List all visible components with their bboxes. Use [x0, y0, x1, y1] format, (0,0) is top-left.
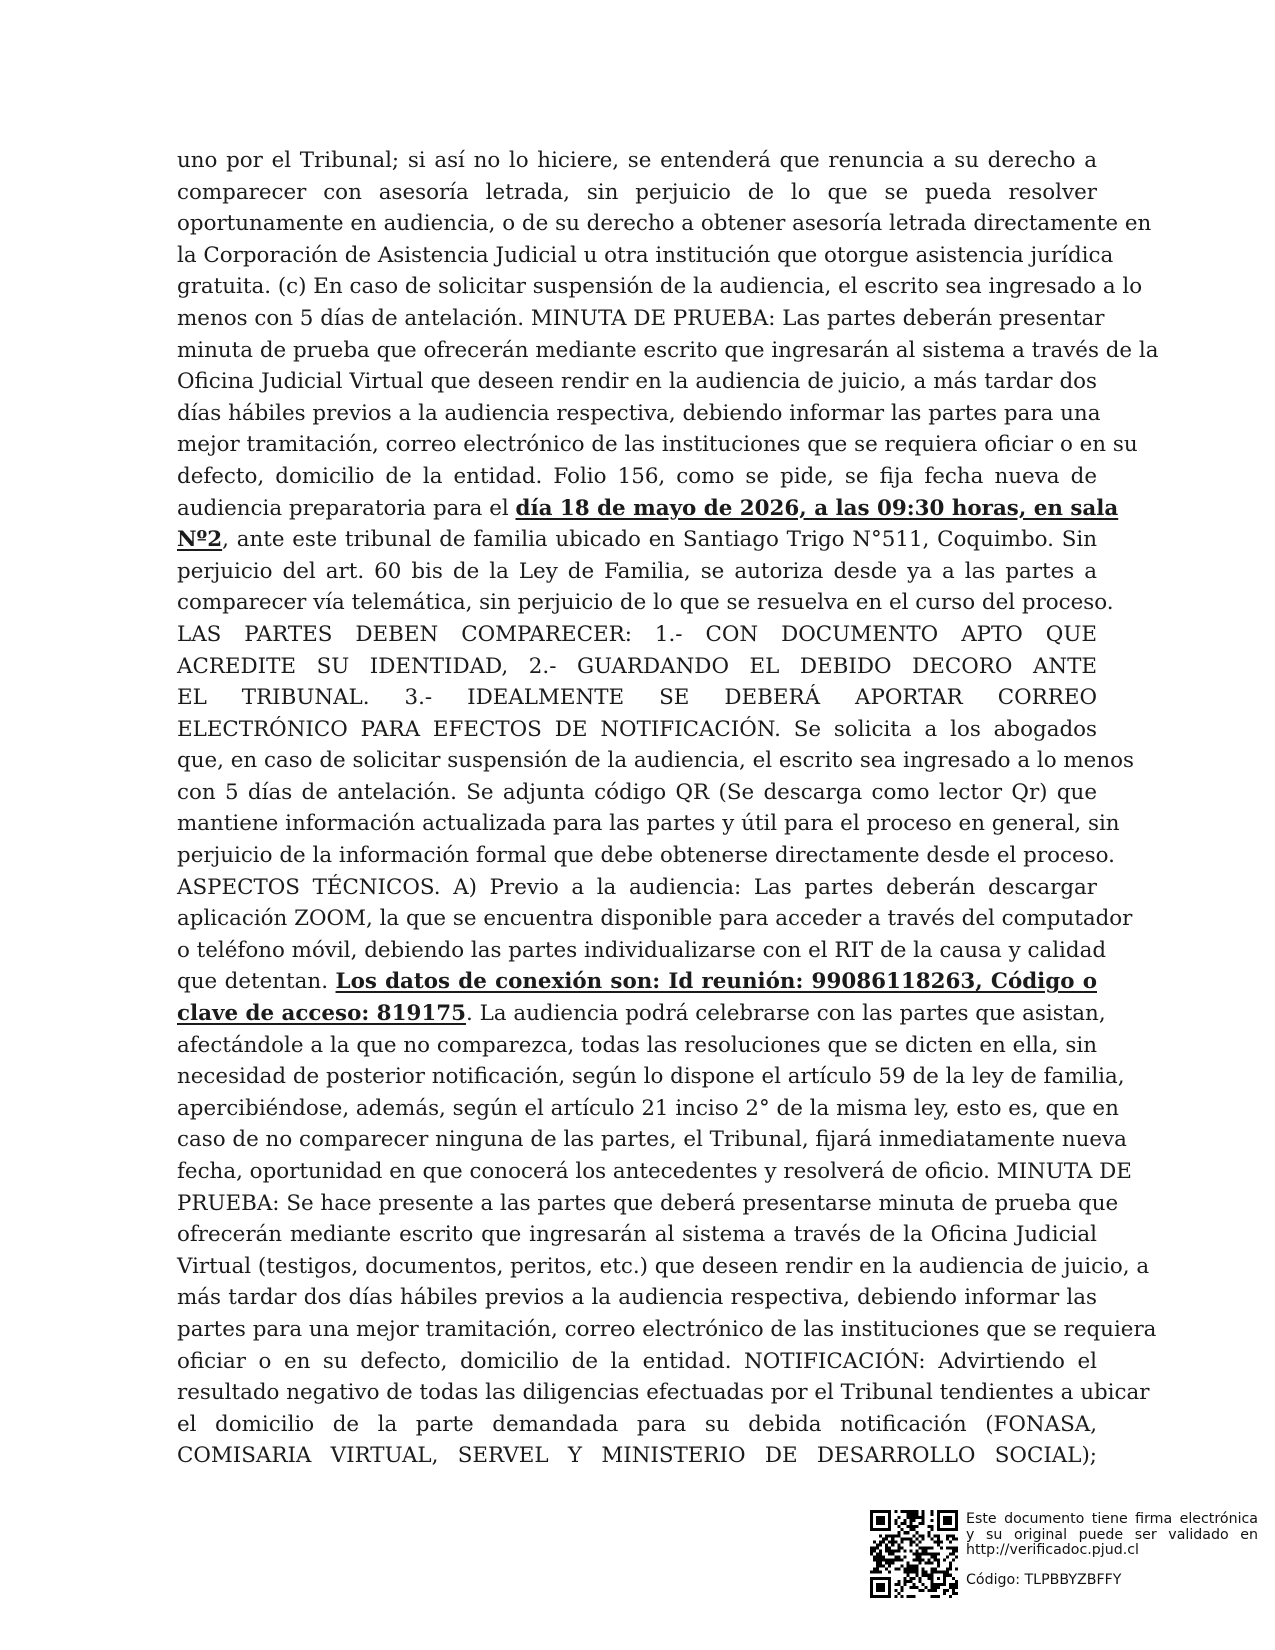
body-text-run: . La audiencia podrá celebrarse con las partes que asistan,	[465, 1001, 1106, 1027]
body-text-run: que, en caso de solicitar suspensión de la audiencia, el escrito sea ingresado a lo menos	[177, 748, 1134, 774]
body-line	[177, 777, 1097, 809]
body-text-run: perjuicio de la información formal que debe obtenerse directamente desde el proceso.	[177, 843, 1115, 869]
body-text-run: afectándole a la que no comparezca, todas las resoluciones que se dicten en ella, sin	[177, 1032, 1097, 1058]
body-line	[177, 240, 1114, 272]
body-line	[177, 1440, 1097, 1472]
body-line	[177, 145, 1097, 177]
body-text-run: gratuita. (c) En caso de solicitar suspensión de la audiencia, el escrito sea ingresado a lo	[177, 274, 1143, 300]
body-text-run: con 5 días de antelación. Se adjunta código QR (Se descarga como lector Qr) que	[177, 779, 1097, 805]
body-line	[177, 524, 1097, 556]
body-line	[177, 177, 1097, 209]
body-line	[177, 1251, 1150, 1283]
body-line	[177, 714, 1097, 746]
body-text-run: COMISARIA VIRTUAL, SERVEL Y MINISTERIO DE DESARROLLO SOCIAL);	[177, 1443, 1097, 1469]
body-text-run: ACREDITE SU IDENTIDAD, 2.- GUARDANDO EL DEBIDO DECORO ANTE	[177, 653, 1097, 679]
highlighted-text: día 18 de mayo de 2026, a las 09:30 horas, en sala	[515, 495, 1119, 521]
body-text-run: defecto, domicilio de la entidad. Folio 156, como se pide, se fija fecha nueva de	[177, 463, 1097, 489]
body-text-run: necesidad de posterior notificación, según lo dispone el artículo 59 de la ley de familia,	[177, 1064, 1125, 1090]
body-line	[177, 398, 1101, 430]
body-text-run: o teléfono móvil, debiendo las partes individualizarse con el RIT de la causa y calidad	[177, 937, 1107, 963]
body-text-run: , ante este tribunal de familia ubicado en Santiago Trigo N°511, Coquimbo. Sin	[222, 527, 1097, 553]
body-text-run: Virtual (testigos, documentos, peritos, etc.) que deseen rendir en la audiencia de juicio, a	[177, 1253, 1150, 1279]
body-text-run: ELECTRÓNICO PARA EFECTOS DE NOTIFICACIÓN. Se solicita a los abogados	[177, 716, 1097, 742]
body-line	[177, 335, 1159, 367]
body-text-run: ofrecerán mediante escrito que ingresarán al sistema a través de la Oficina Judicial	[177, 1222, 1097, 1248]
body-text-run: menos con 5 días de antelación. MINUTA DE PRUEBA: Las partes deberán presentar	[177, 305, 1105, 331]
body-text-run: el domicilio de la parte demandada para su debida notificación (FONASA,	[177, 1411, 1097, 1437]
body-line	[177, 745, 1134, 777]
verify-url[interactable]: http://verificadoc.pjud.cl	[966, 1542, 1139, 1558]
body-line	[177, 1030, 1097, 1062]
body-line	[177, 872, 1097, 904]
body-text-run: minuta de prueba que ofrecerán mediante escrito que ingresarán al sistema a través de la	[177, 337, 1159, 363]
body-line	[177, 587, 1114, 619]
body-text-run: comparecer con asesoría letrada, sin perjuicio de lo que se pueda resolver	[177, 179, 1097, 205]
body-line	[177, 651, 1097, 683]
body-line	[177, 935, 1107, 967]
body-line	[177, 1093, 1119, 1125]
verify-line-1: Este documento tiene firma electrónica	[966, 1511, 1258, 1527]
body-text-run: Oficina Judicial Virtual que deseen rendir en la audiencia de juicio, a más tardar dos	[177, 369, 1097, 395]
body-line	[177, 619, 1097, 651]
body-text-run: días hábiles previos a la audiencia respectiva, debiendo informar las partes para una	[177, 400, 1101, 426]
body-line	[177, 1188, 1119, 1220]
body-text-run: caso de no comparecer ninguna de las partes, el Tribunal, fijará inmediatamente nueva	[177, 1127, 1127, 1153]
body-text-run: oportunamente en audiencia, o de su derecho a obtener asesoría letrada directamente en	[177, 211, 1152, 237]
body-text-run: comparecer vía telemática, sin perjuicio de lo que se resuelva en el curso del proceso.	[177, 590, 1114, 616]
body-text-run: ASPECTOS TÉCNICOS. A) Previo a la audiencia: Las partes deberán descargar	[177, 874, 1097, 900]
body-line	[177, 1061, 1125, 1093]
body-text-run: resultado negativo de todas las diligencias efectuadas por el Tribunal tendientes a ubicar	[177, 1380, 1150, 1406]
signature-verification-note	[966, 1512, 1258, 1588]
body-text-run: uno por el Tribunal; si así no lo hiciere, se entenderá que renuncia a su derecho a	[177, 148, 1097, 173]
body-text-run: mantiene información actualizada para las partes y útil para el proceso en general, sin	[177, 811, 1120, 837]
body-line	[177, 429, 1138, 461]
body-text-run: partes para una mejor tramitación, correo electrónico de las instituciones que se requiera	[177, 1316, 1157, 1342]
body-line	[177, 1346, 1097, 1378]
body-line	[177, 493, 1119, 525]
body-text-run: LAS PARTES DEBEN COMPARECER: 1.- CON DOCUMENTO APTO QUE	[177, 621, 1097, 647]
body-line	[177, 998, 1106, 1030]
body-line	[177, 271, 1143, 303]
body-line	[177, 966, 1097, 998]
body-line	[177, 1219, 1097, 1251]
document-body	[177, 145, 1159, 1472]
body-line	[177, 1409, 1097, 1441]
body-text-run: fecha, oportunidad en que conocerá los antecedentes y resolverá de oficio. MINUTA DE	[177, 1159, 1132, 1184]
qr-code-icon	[870, 1510, 958, 1598]
body-line	[177, 1282, 1097, 1314]
body-line	[177, 840, 1115, 872]
verification-code: Código: TLPBBYZBFFY	[966, 1571, 1122, 1588]
body-line	[177, 208, 1152, 240]
body-text-run: perjuicio del art. 60 bis de la Ley de Familia, se autoriza desde ya a las partes a	[177, 558, 1097, 584]
body-line	[177, 1314, 1157, 1346]
body-text-run: más tardar dos días hábiles previos a la audiencia respectiva, debiendo informar las	[177, 1285, 1097, 1311]
body-line	[177, 682, 1097, 714]
body-text-run: la Corporación de Asistencia Judicial u otra institución que otorgue asistencia jurídica	[177, 242, 1114, 268]
body-line	[177, 903, 1133, 935]
body-text-run: EL TRIBUNAL. 3.- IDEALMENTE SE DEBERÁ APORTAR CORREO	[177, 685, 1097, 711]
body-text-run: aplicación ZOOM, la que se encuentra disponible para acceder a través del computador	[177, 906, 1133, 932]
body-line	[177, 1156, 1132, 1188]
highlighted-text: Los datos de conexión son: Id reunión: 99086118263, Código o	[335, 969, 1097, 995]
body-line	[177, 366, 1097, 398]
body-line	[177, 303, 1105, 335]
body-line	[177, 1124, 1127, 1156]
verify-line-2: y su original puede ser validado en	[966, 1526, 1258, 1543]
body-line	[177, 556, 1097, 588]
body-line	[177, 1377, 1150, 1409]
body-line	[177, 461, 1097, 493]
body-text-run: mejor tramitación, correo electrónico de las instituciones que se requiera oficiar o en su	[177, 432, 1138, 458]
body-text-run: apercibiéndose, además, según el artículo 21 inciso 2° de la misma ley, esto es, que en	[177, 1095, 1119, 1121]
highlighted-text: Nº2	[177, 527, 223, 553]
body-line	[177, 808, 1120, 840]
body-text-run: que detentan.	[177, 969, 336, 995]
body-text-run: audiencia preparatoria para el	[177, 495, 516, 521]
highlighted-text: clave de acceso: 819175	[177, 1001, 466, 1027]
body-text-run: oficiar o en su defecto, domicilio de la entidad. NOTIFICACIÓN: Advirtiendo el	[177, 1348, 1097, 1374]
body-text-run: PRUEBA: Se hace presente a las partes que deberá presentarse minuta de prueba que	[177, 1190, 1119, 1216]
